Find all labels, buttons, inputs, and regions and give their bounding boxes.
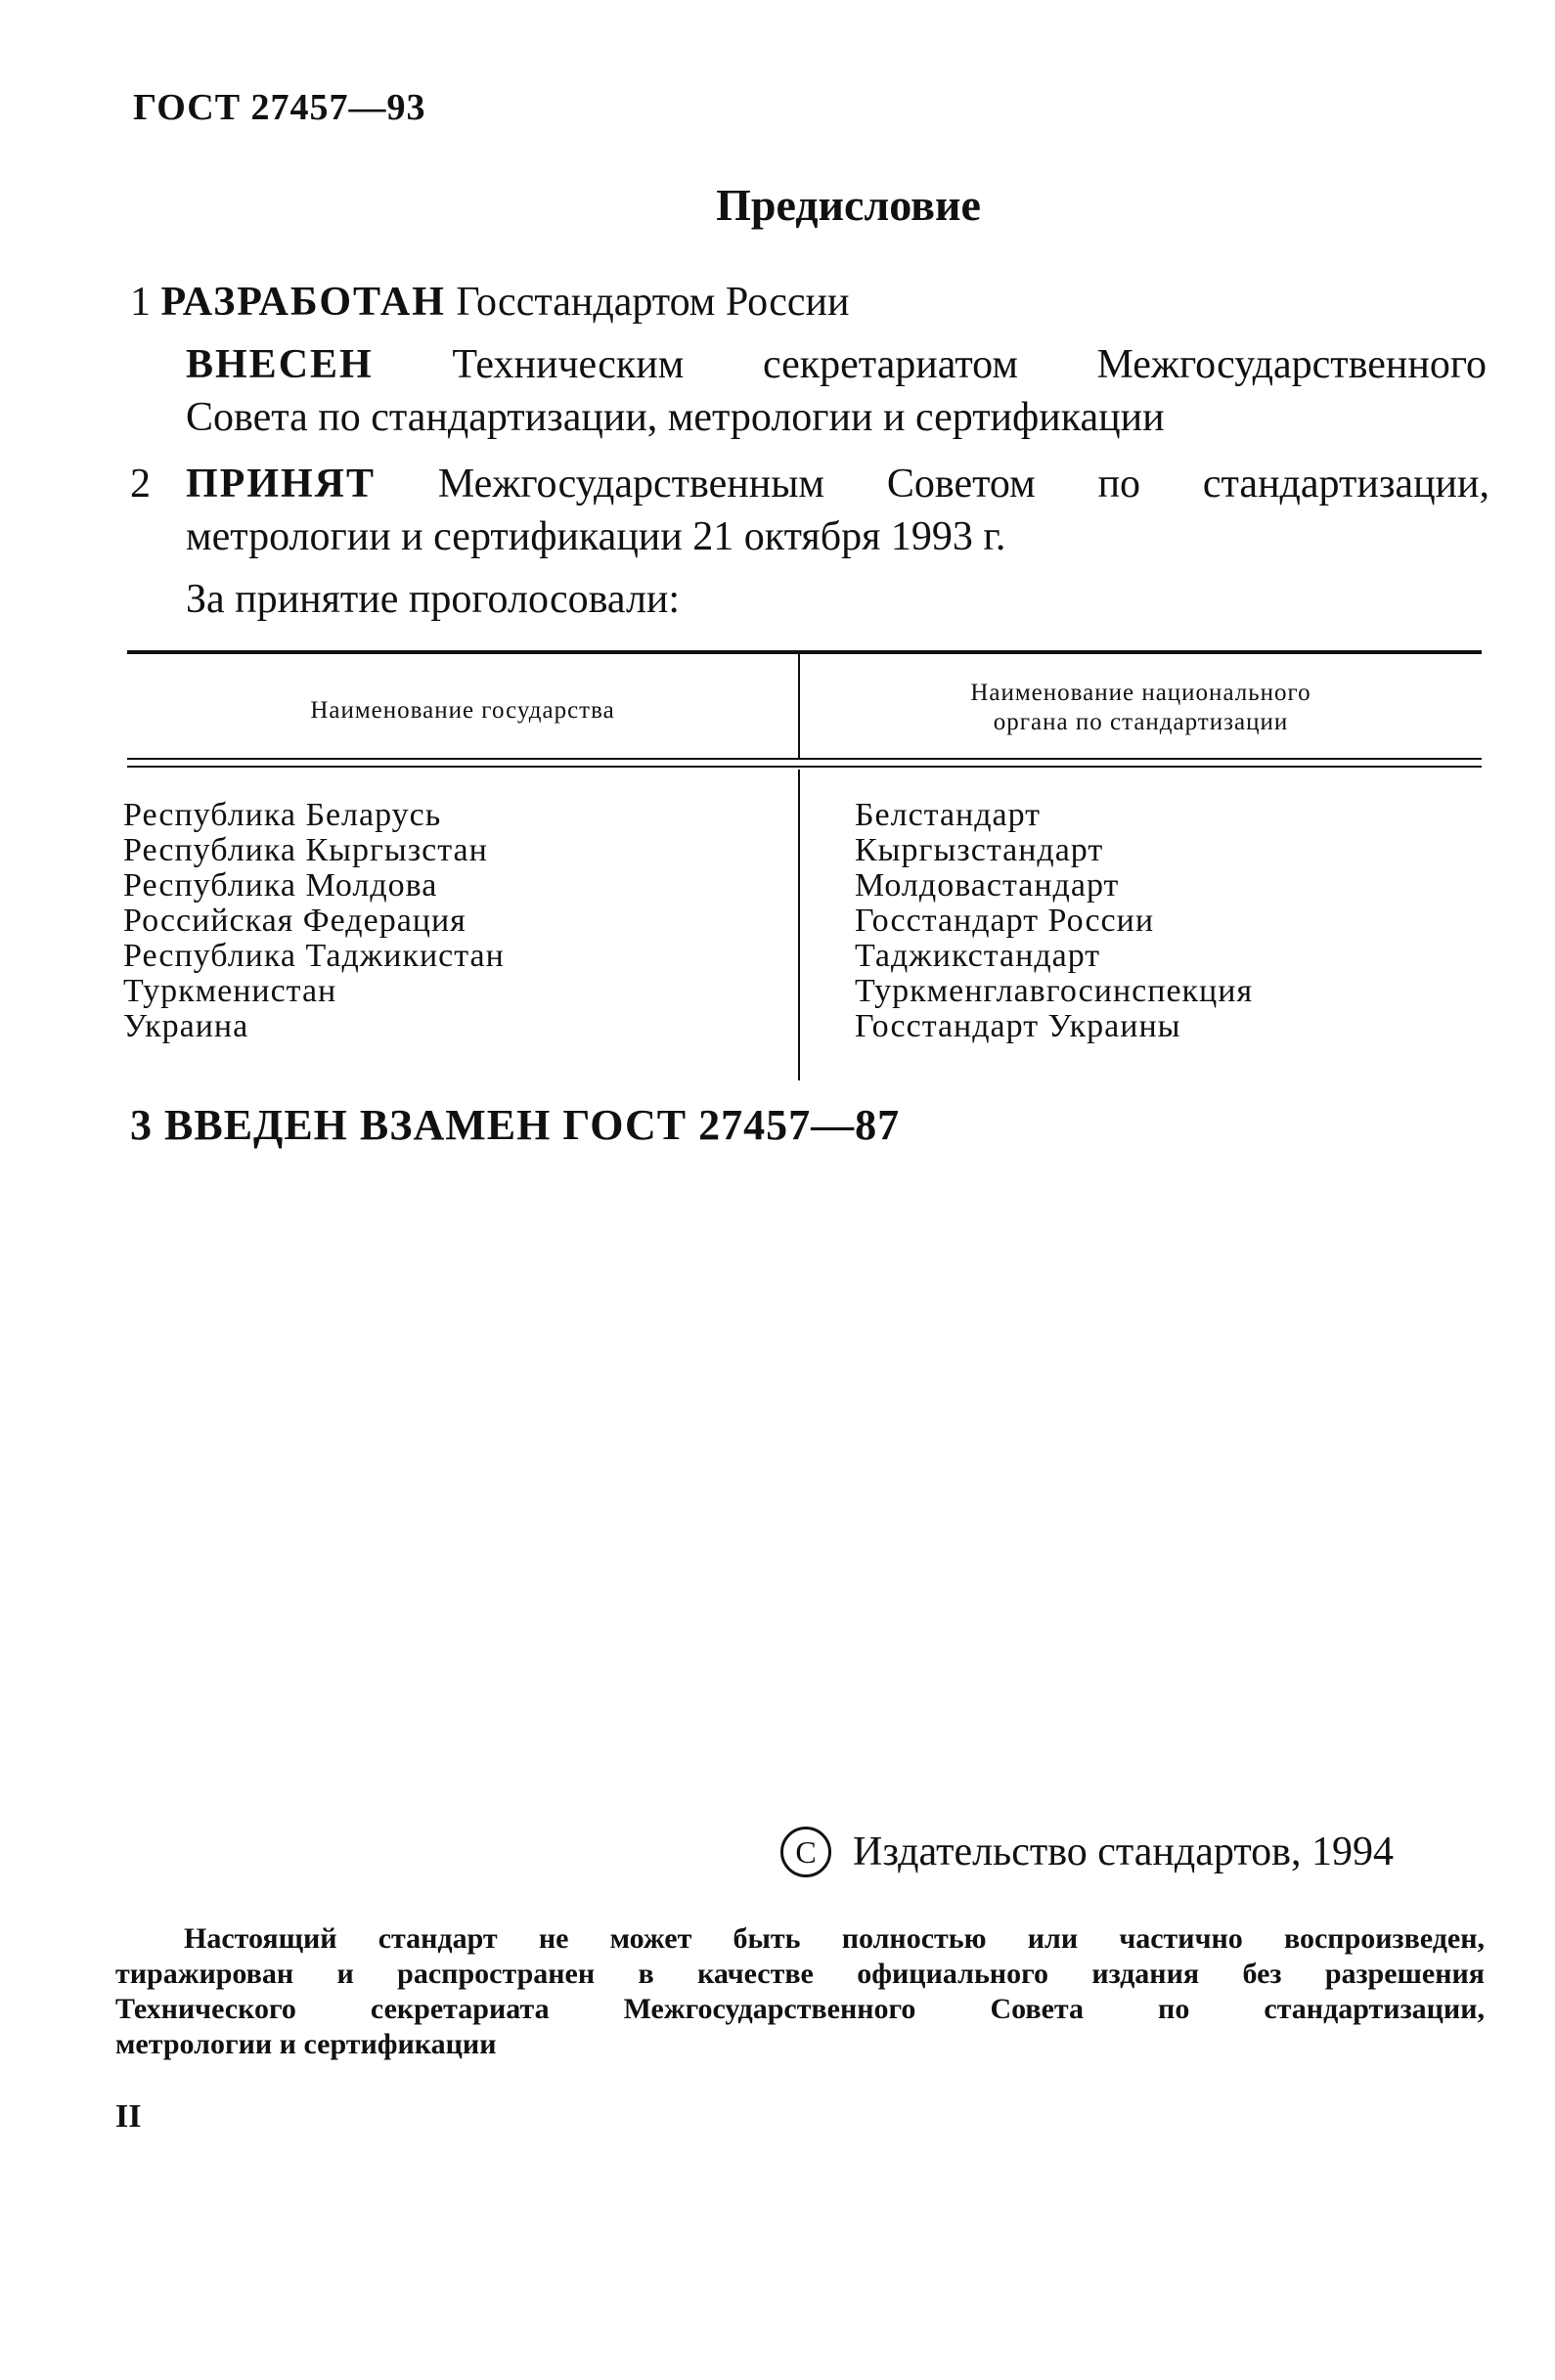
- item-1b-lead: ВНЕСЕН: [186, 342, 374, 387]
- item-3: 3 ВВЕДЕН ВЗАМЕН ГОСТ 27457—87: [130, 1101, 901, 1149]
- table-cell-org: Кыргызстандарт: [855, 832, 1104, 868]
- table-cell-state: Украина: [123, 1008, 249, 1044]
- table-column-orgs: [855, 798, 1253, 1044]
- item-1-number: 1: [130, 280, 151, 325]
- table-cell-state: Республика Кыргызстан: [123, 832, 488, 868]
- item-1-lead: РАЗРАБОТАН: [160, 280, 446, 325]
- item-1b-line2: Совета по стандартизации, метрологии и сертификации: [186, 395, 1165, 440]
- table-body-divider: [798, 770, 800, 1080]
- notice-line2: тиражирован и распространен в качестве официального издания без разрешения: [115, 1958, 1485, 1990]
- table-cell-org: Госстандарт Украины: [855, 1008, 1181, 1044]
- table-top-rule: [127, 650, 1482, 654]
- table-cell-state: Российская Федерация: [123, 903, 466, 939]
- table-header-org: [800, 679, 1482, 737]
- item-2-line1-text: Межгосударственным Советом по стандартизации,: [437, 462, 1489, 507]
- table-cell-state: Республика Молдова: [123, 867, 438, 904]
- document-code: ГОСТ 27457—93: [133, 87, 426, 128]
- item-1: [130, 276, 1499, 329]
- table-header-state: Наименование государства: [310, 697, 615, 724]
- votes-label: За принятие проголосовали:: [186, 577, 681, 622]
- item-2-number: 2: [130, 462, 151, 507]
- table-header-org-line1: Наименование национального: [970, 680, 1311, 706]
- item-2-body: [186, 458, 1489, 563]
- reproduction-notice: [115, 1921, 1485, 2062]
- table-header-org-line2: органа по стандартизации: [993, 709, 1289, 735]
- table-cell-state: Республика Беларусь: [123, 797, 442, 833]
- page-title: Предисловие: [716, 180, 981, 230]
- item-2-line1: [186, 458, 1489, 510]
- table-column-states: [123, 798, 505, 1044]
- copyright-text: Издательство стандартов, 1994: [853, 1829, 1394, 1874]
- table-cell-org: Таджикстандарт: [855, 938, 1101, 974]
- table-cell-org: Госстандарт России: [855, 903, 1155, 939]
- item-1-text: Госстандартом России: [456, 280, 850, 325]
- copyright-line: [780, 1827, 1394, 1877]
- item-1b: [186, 338, 1487, 444]
- table-cell-org: Молдовастандарт: [855, 867, 1120, 904]
- item-2-line2: метрологии и сертификации 21 октября 1993 г.: [186, 514, 1006, 559]
- table-cell-org: Белстандарт: [855, 797, 1042, 833]
- item-2-lead: ПРИНЯТ: [186, 462, 377, 507]
- copyright-icon: C: [780, 1827, 831, 1877]
- notice-line1: Настоящий стандарт не может быть полностью или частично воспроизведен,: [184, 1922, 1485, 1955]
- item-1b-line1: [186, 338, 1487, 391]
- table-header-rule: [127, 758, 1482, 768]
- notice-line4: метрологии и сертификации: [115, 2028, 497, 2060]
- table-cell-state: Республика Таджикистан: [123, 938, 505, 974]
- notice-line3: Технического секретариата Межгосударственного Совета по стандартизации,: [115, 1993, 1485, 2025]
- item-1b-line1-text: Техническим секретариатом Межгосударственного: [452, 342, 1487, 387]
- table-cell-org: Туркменглавгосинспекция: [855, 973, 1254, 1009]
- table-cell-state: Туркменистан: [123, 973, 337, 1009]
- page-number: II: [115, 2098, 142, 2135]
